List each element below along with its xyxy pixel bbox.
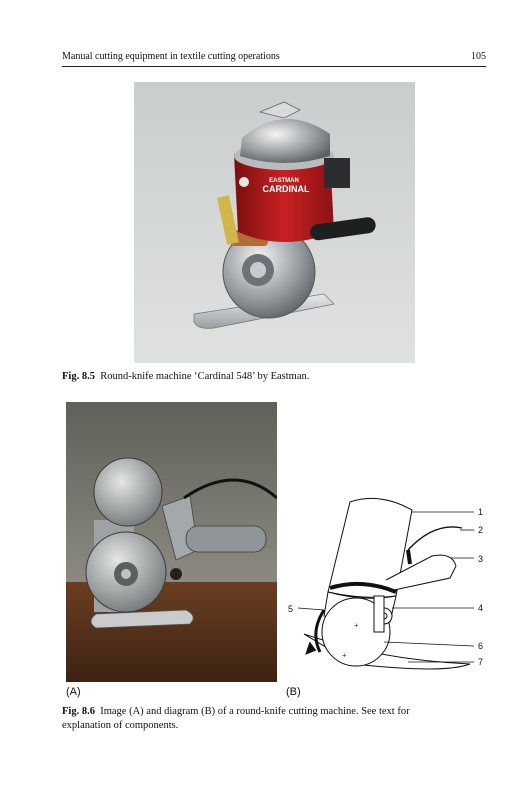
callout-7: 7	[478, 657, 484, 667]
machine-label-2: CARDINAL	[262, 184, 310, 194]
header-rule	[62, 66, 486, 67]
callout-3: 3	[478, 554, 484, 564]
panel-label-b: (B)	[286, 686, 301, 698]
callout-5: 5	[288, 604, 294, 614]
figure-8-6-caption	[62, 705, 442, 733]
figure-8-5-photo	[134, 82, 415, 363]
callout-1: 1	[478, 507, 484, 517]
machine-label-1: EASTMAN	[269, 178, 299, 184]
callout-6: 6	[478, 641, 484, 651]
blade-center-mark: +	[354, 621, 359, 630]
figure-8-6-diagram	[284, 492, 490, 672]
figure-8-5-caption	[62, 370, 309, 384]
figure-8-5-label: Fig. 8.5	[62, 371, 95, 382]
running-head	[62, 51, 486, 62]
blade-lower-mark: +	[342, 651, 347, 660]
panel-label-a: (A)	[66, 686, 81, 698]
figure-8-5-caption-text: Round-knife machine ‘Cardinal 548’ by Eastman.	[100, 371, 310, 382]
callout-2: 2	[478, 525, 484, 535]
figure-8-6-caption-text: Image (A) and diagram (B) of a round-knife cutting machine. See text for explanation of components.	[62, 706, 410, 731]
callout-4: 4	[478, 603, 484, 613]
running-title: Manual cutting equipment in textile cutting operations	[62, 51, 280, 62]
page-number: 105	[471, 51, 486, 62]
figure-8-6-photo	[66, 402, 277, 682]
figure-8-6-label: Fig. 8.6	[62, 706, 95, 717]
